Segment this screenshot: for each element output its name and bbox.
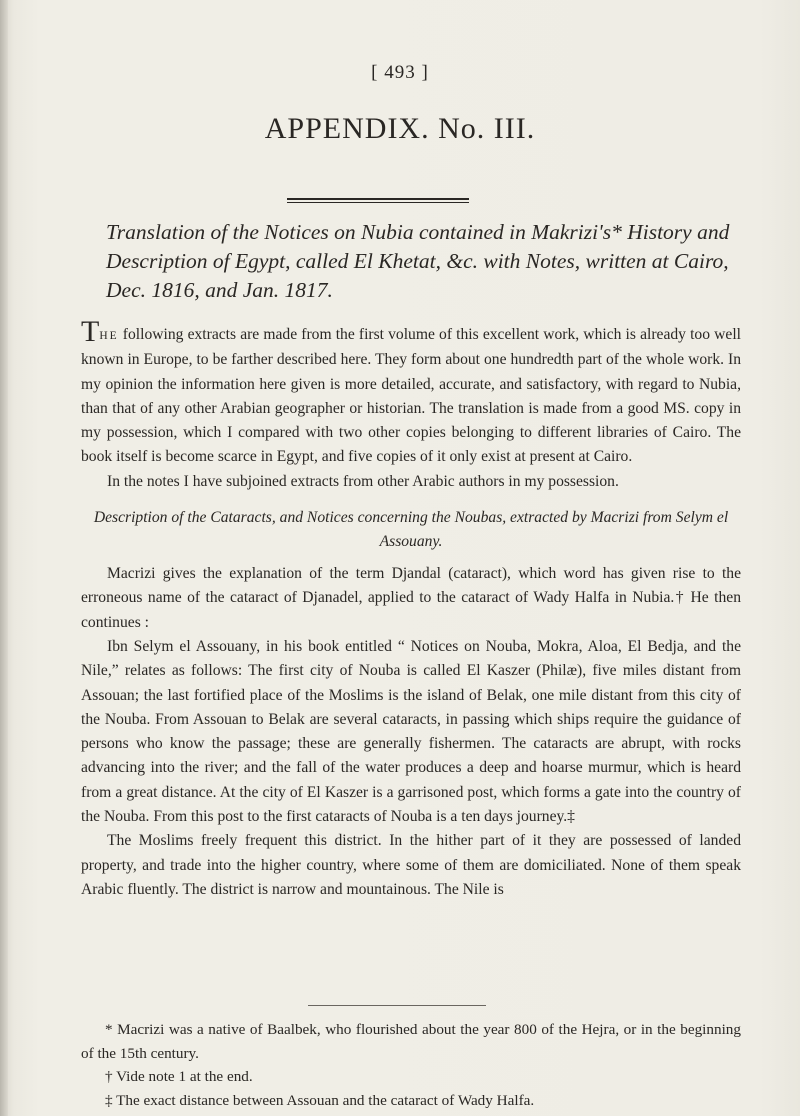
footnotes	[81, 1018, 741, 1112]
intro-text: following extracts are made from the first volume of this excellent work, which is already too well known in Europe, to be farther described here. They form about one hundredth part of the whole work. In my opinion the information here given is more detailed, accurate, and satisfactory, with regard to Nubia, than that of any other Arabian geographer or historian. The translation is made from a good MS. copy in my possession, which I compared with two other copies belonging to different libraries of Cairo. The book itself is become scarce in Egypt, and five copies of it only exist at present at Cairo.	[81, 326, 741, 466]
moslims-paragraph: The Moslims freely frequent this district. In the hither part of it they are possessed of landed property, and trade into the higher country, where some of them are domiciliated. None of them speak Arabic fluently. The district is narrow and mountainous. The Nile is	[81, 832, 741, 898]
footnote-rule	[308, 1005, 486, 1006]
page-binding-shadow	[0, 0, 8, 1116]
macrizi-paragraph: Macrizi gives the explanation of the term Djandal (cataract), which word has given rise to the erroneous name of the cataract of Djanadel, applied to the cataract of Wady Halfa in Nubia.† He then continues :	[81, 565, 741, 631]
intro-small-caps: HE	[99, 330, 119, 342]
ibn-selym-paragraph: Ibn Selym el Assouany, in his book entitled “ Notices on Nouba, Mokra, Aloa, El Bedja, and the Nile,” relates as follows: The first city of Nouba is called El Kaszer (Philæ), five miles distant from Assouan; the last fortified place of the Moslims is the island of Belak, one mile distant from this city of the Nouba. From Assouan to Belak are several cataracts, in passing which ships require the guidance of persons who know the passage; these are generally fishermen. The cataracts are abrupt, with rocks advancing into the river; and the fall of the water produces a deep and hoarse murmur, which is heard from a great distance. At the city of El Kaszer is a garrisoned post, which forms a gate into the country of the Nouba. From this post to the first cataracts of Nouba is a ten days journey.‡	[81, 637, 741, 826]
appendix-title: APPENDIX. No. III.	[264, 112, 536, 145]
drop-cap: T	[81, 315, 100, 348]
footnote-star: * Macrizi was a native of Baalbek, who flourished about the year 800 of the Hejra, or in the beginning of the 15th century.	[81, 1021, 741, 1062]
body-text	[81, 315, 741, 902]
footnote-double-dagger: ‡ The exact distance between Assouan and the cataract of Wady Halfa.	[105, 1091, 535, 1109]
notes-paragraph: In the notes I have subjoined extracts from other Arabic authors in my possession.	[107, 472, 619, 490]
section-heading: Description of the Cataracts, and Notices concerning the Noubas, extracted by Macrizi from Selym el Assouany.	[93, 509, 729, 551]
page-number: [ 493 ]	[371, 62, 429, 83]
footnote-dagger: † Vide note 1 at the end.	[105, 1068, 253, 1085]
title-double-rule	[287, 198, 469, 200]
translation-heading: Translation of the Notices on Nubia contained in Makrizi's* History and Description of Egypt, called El Khetat, &c. with Notes, written at Cairo, Dec. 1816, and Jan. 1817.	[106, 220, 730, 302]
intro-paragraph	[81, 315, 741, 470]
